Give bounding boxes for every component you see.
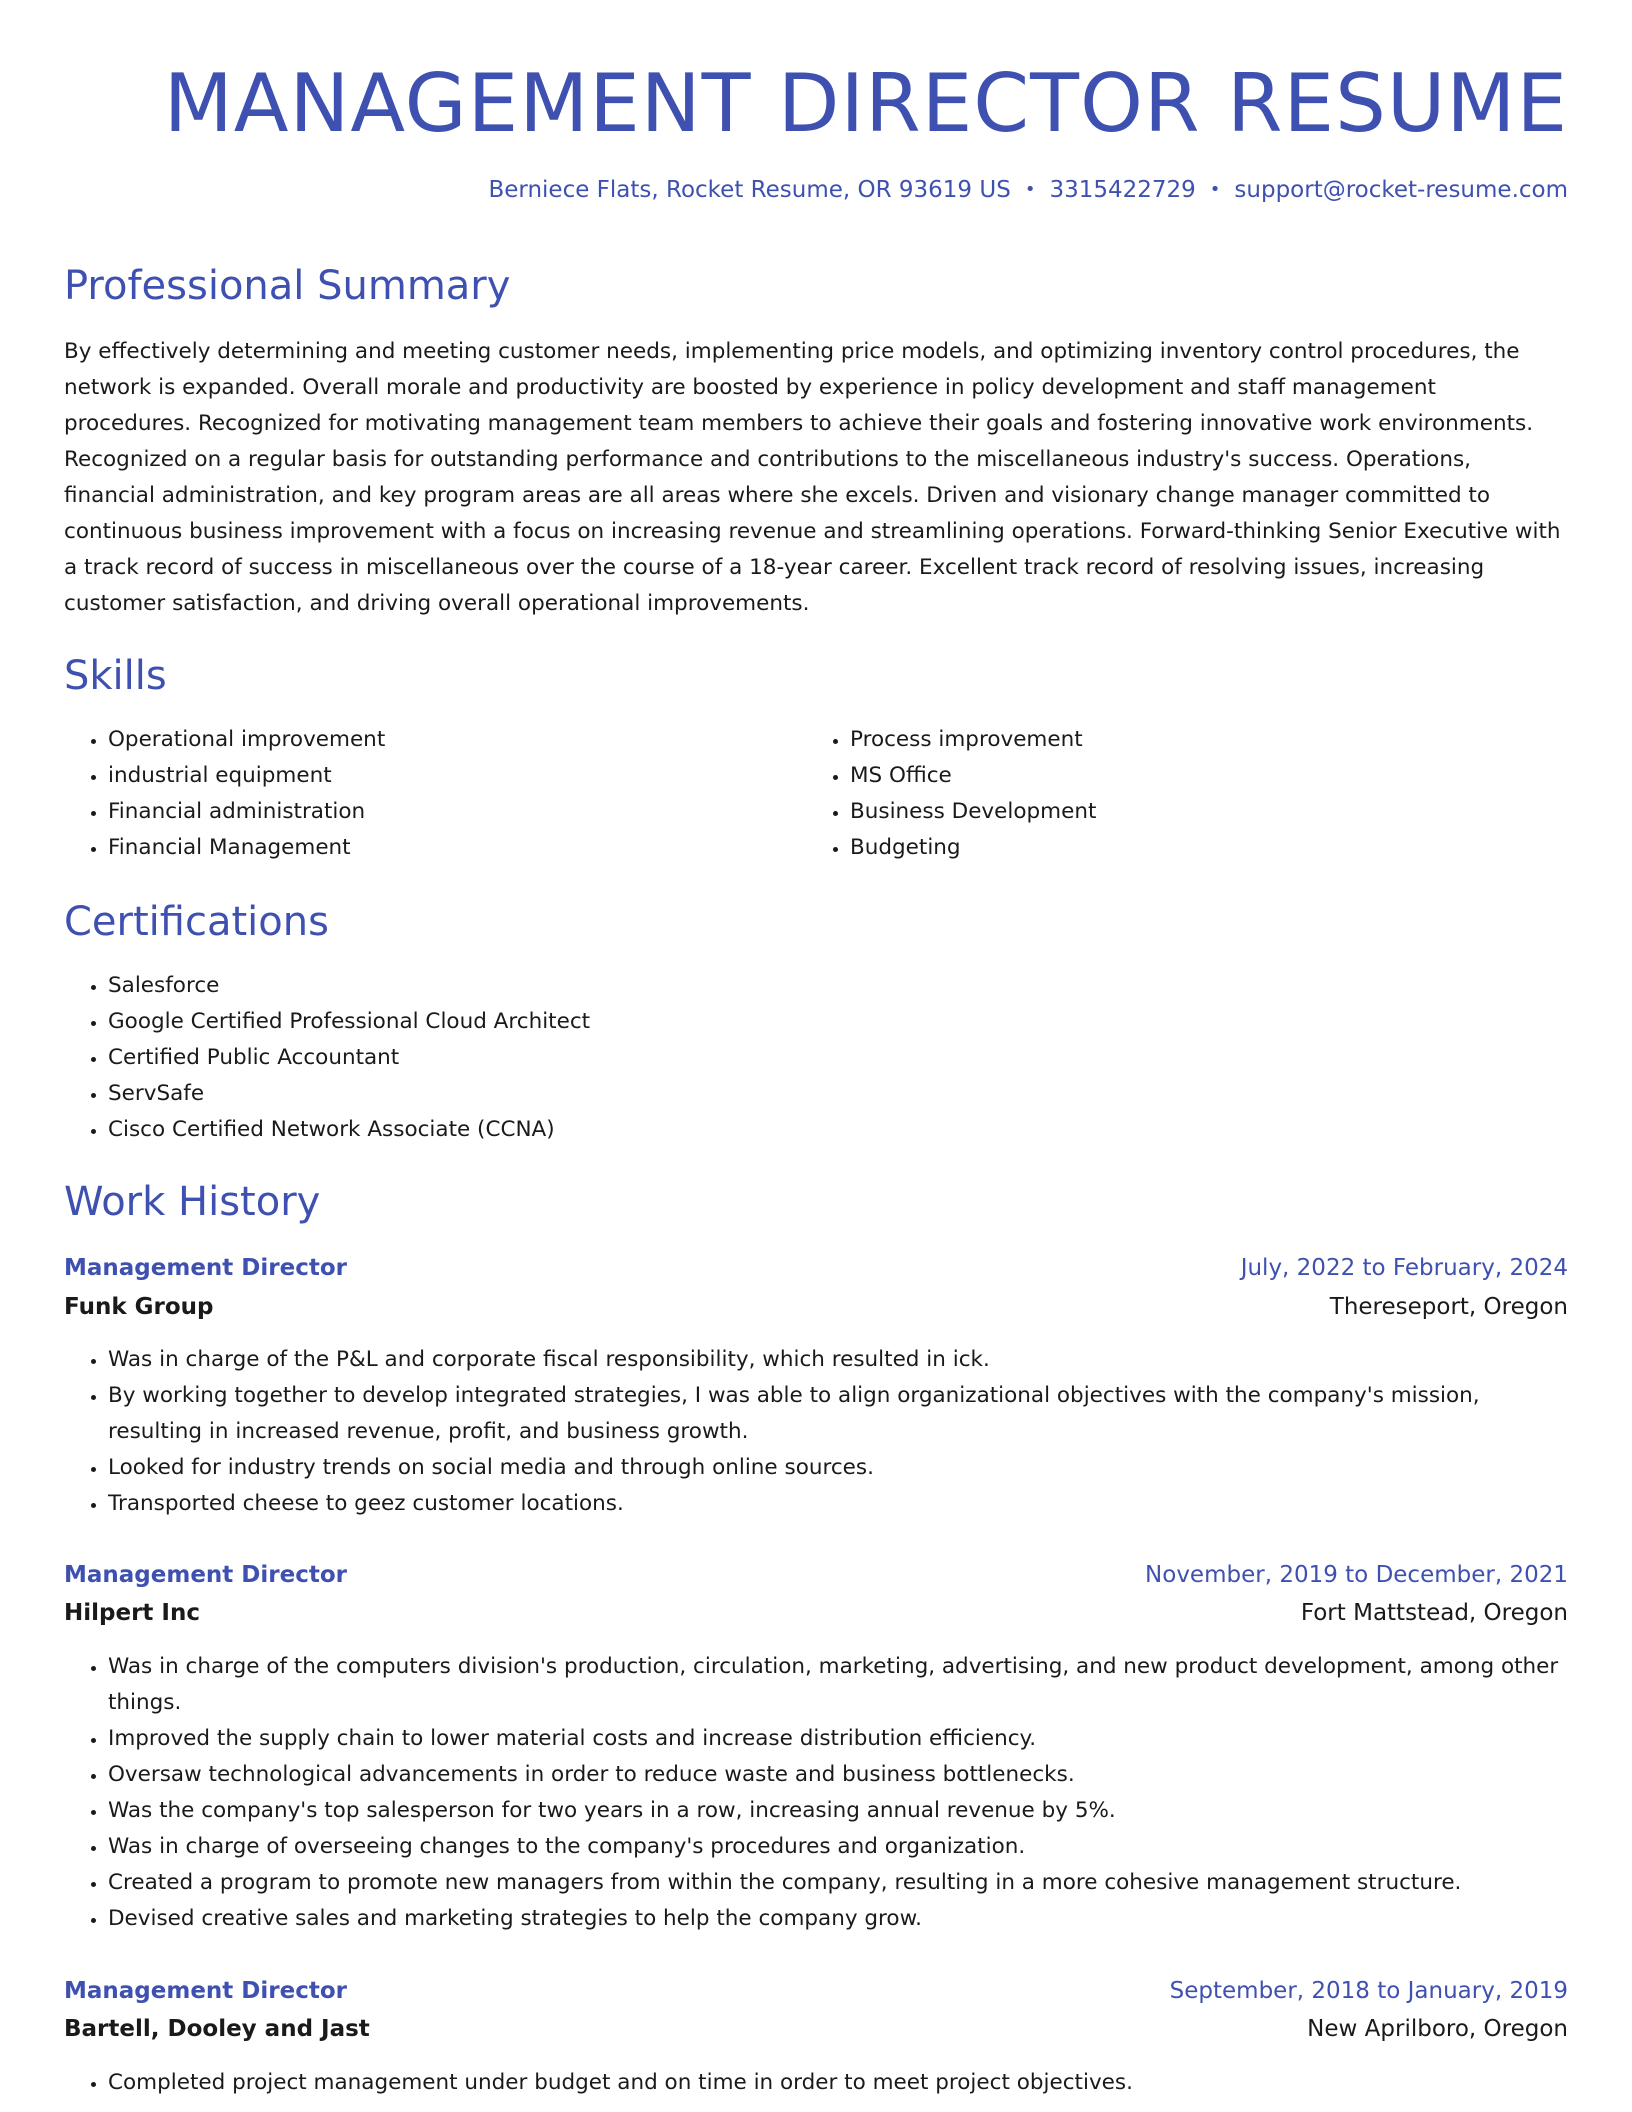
job-bullet: • Created a program to promote new managers from within the company, resulting in a more cohesive management structure.: [108, 1865, 1568, 1901]
job-company: Funk Group: [64, 1294, 214, 1320]
certification-item: • Google Certified Professional Cloud Architect: [108, 1004, 1508, 1040]
job-bullets: [64, 1342, 1568, 1522]
resume-page: [64, 0, 1568, 2095]
certification-item: • Cisco Certified Network Associate (CCNA): [108, 1112, 1508, 1148]
skill-item: • Process improvement: [850, 722, 1550, 758]
job-title: Management Director: [64, 1562, 347, 1588]
skills-list-right: [806, 722, 1550, 866]
job-bullet: • Was in charge of the computers division's production, circulation, marketing, advertising, and new product development, among other things.: [108, 1649, 1568, 1721]
job-title: Management Director: [64, 1978, 347, 2004]
skill-item: • Financial administration: [108, 794, 808, 830]
resume-title: MANAGEMENT DIRECTOR RESUME: [163, 57, 1568, 150]
work-history-heading: Work History: [64, 1179, 321, 1225]
certification-item: • Certified Public Accountant: [108, 1040, 1508, 1076]
skill-item: • MS Office: [850, 758, 1550, 794]
contact-address: Berniece Flats, Rocket Resume, OR 93619 US: [488, 177, 1011, 203]
skill-item: • Operational improvement: [108, 722, 808, 758]
job-dates: September, 2018 to January, 2019: [1169, 1978, 1568, 2004]
certifications-list: [64, 968, 1508, 1148]
contact-line: [488, 175, 1568, 207]
job-location: Fort Mattstead, Oregon: [1300, 1600, 1568, 1626]
contact-phone: 3315422729: [1049, 177, 1196, 203]
job-location: Thereseport, Oregon: [1329, 1294, 1568, 1320]
contact-separator: •: [1209, 179, 1221, 200]
skills-list-left: [64, 722, 808, 866]
skill-item: • Budgeting: [850, 830, 1550, 866]
job-bullet: • Was in charge of overseeing changes to the company's procedures and organization.: [108, 1829, 1568, 1865]
job-company: Hilpert Inc: [64, 1600, 200, 1626]
job-dates: July, 2022 to February, 2024: [1240, 1255, 1568, 1281]
certification-item: • ServSafe: [108, 1076, 1508, 1112]
skill-item: • industrial equipment: [108, 758, 808, 794]
certifications-heading: Certifications: [64, 899, 329, 945]
job-bullet: • Was the company's top salesperson for two years in a row, increasing annual revenue by 5%.: [108, 1793, 1568, 1829]
summary-text: By effectively determining and meeting customer needs, implementing price models, and optimizing inventory control procedures, the network is expanded. Overall morale and productivity are boosted by experience in policy development and staff management procedures. Recognized for motivating management team members to achieve their goals and fostering innovative work environments. Recognized on a regular basis for outstanding performance and contributions to the miscellaneous industry's success. Operations, financial administration, and key program areas are all areas where she excels. Driven and visionary change manager committed to continuous business improvement with a focus on increasing revenue and streamlining operations. Forward-thinking Senior Executive with a track record of success in miscellaneous over the course of a 18-year career. Excellent track record of resolving issues, increasing customer satisfaction, and driving overall operational improvements.: [64, 339, 1561, 616]
job-bullet: • By working together to develop integrated strategies, I was able to align organizational objectives with the company's mission, resulting in increased revenue, profit, and business growth.: [108, 1378, 1568, 1450]
skill-item: • Financial Management: [108, 830, 808, 866]
job-bullets: [64, 2065, 1568, 2101]
job-bullet: • Oversaw technological advancements in order to reduce waste and business bottlenecks.: [108, 1757, 1568, 1793]
job-bullet: • Improved the supply chain to lower material costs and increase distribution efficiency.: [108, 1721, 1568, 1757]
job-bullet: • Completed project management under budget and on time in order to meet project objectives.: [108, 2065, 1568, 2101]
skill-item: • Business Development: [850, 794, 1550, 830]
job-dates: November, 2019 to December, 2021: [1145, 1562, 1568, 1588]
job-bullet: • Transported cheese to geez customer locations.: [108, 1486, 1568, 1522]
job-company: Bartell, Dooley and Jast: [64, 2016, 370, 2042]
job-bullets: [64, 1649, 1568, 1937]
contact-separator: •: [1024, 179, 1036, 200]
certification-item: • Salesforce: [108, 968, 1508, 1004]
job-bullet: • Looked for industry trends on social media and through online sources.: [108, 1450, 1568, 1486]
contact-email: support@rocket-resume.com: [1234, 177, 1568, 203]
job-location: New Aprilboro, Oregon: [1307, 2016, 1568, 2042]
job-bullet: • Devised creative sales and marketing strategies to help the company grow.: [108, 1901, 1568, 1937]
job-title: Management Director: [64, 1255, 347, 1281]
skills-heading: Skills: [64, 653, 167, 699]
job-bullet: • Was in charge of the P&L and corporate fiscal responsibility, which resulted in ick.: [108, 1342, 1568, 1378]
summary-heading: Professional Summary: [64, 263, 511, 309]
